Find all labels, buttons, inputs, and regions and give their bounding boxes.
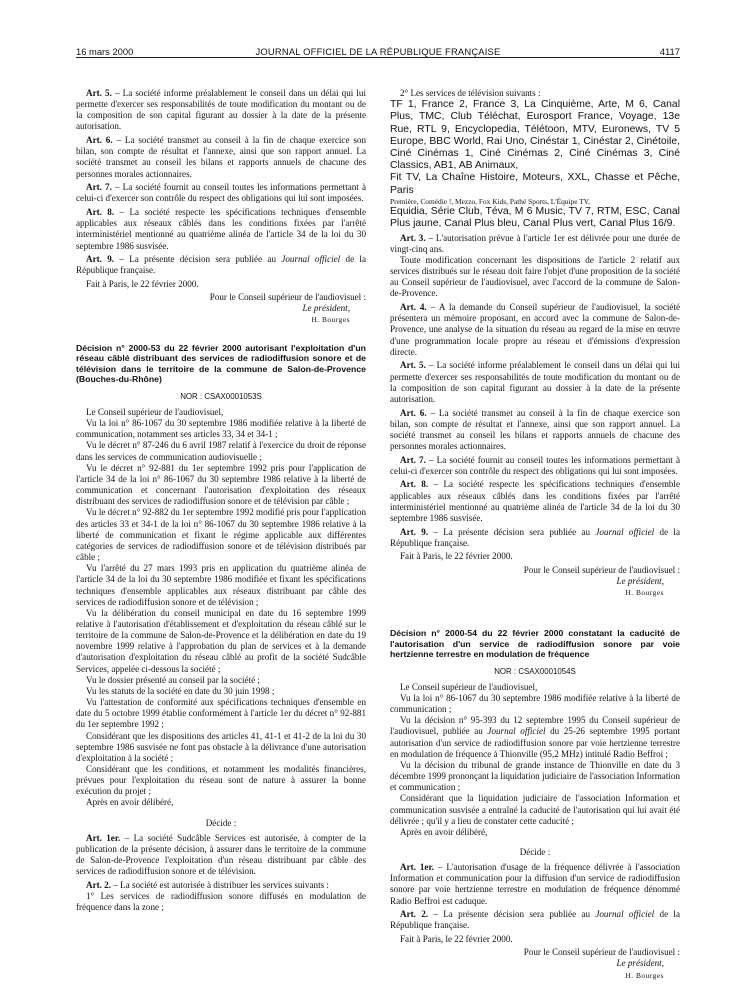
visa-text: du 25-26 septembre 1995 portant autorisation d'un service de radiodiffusion sonore par voie hertzienne terrestre en modulation de fréquence à Thionville (95,2 MHz) intitulé Radio Beffroi ; (390, 726, 680, 759)
visa: Vu la loi n° 86-1067 du 30 septembre 1986 modifiée relative à la liberté de communication, notamment ses articles 33, 34 et 34-1 ; (76, 418, 366, 440)
article (390, 360, 680, 405)
article-label: Art. 1er. (400, 862, 434, 873)
article (76, 207, 366, 252)
visa (390, 715, 680, 760)
article-label: Art. 6. (400, 407, 427, 418)
visa-text: Vu la décision n° 95-393 du 12 septembre 1995 du Conseil supérieur de l'audiovisuel, publiée au (390, 715, 680, 737)
article-text: – La société fournit au conseil toutes les informations permettant à celui-ci d'exercer son contrôle du respect des obligations qui lui sont imposées. (76, 182, 366, 204)
article-label: Art. 9. (86, 254, 115, 265)
decision-title: Décision n° 2000-53 du 22 février 2000 autorisant l'exploitation d'un réseau câblé distribuant des services de radiodiffusion sonore et de télévision dans le territoire de la commune de Salon-de-Provence (Bouches-du-Rhône) (76, 342, 366, 385)
article-label: Art. 5. (400, 360, 426, 371)
signature-title: Le président, (616, 958, 664, 969)
article (390, 479, 680, 524)
article-text: – La société informe préalablement le conseil dans un délai qui lui permette d'exercer ses responsabilités de toute modification du montant ou de la composition de son capital figurant au dossier à la date de la présente autorisation. (390, 360, 681, 404)
signature-name: H. Bourges (625, 970, 664, 980)
visa: Considérant que les dispositions des articles 41, 41-1 et 41-2 de la loi du 30 septembre 1986 susvisée ne font pas obstacle à la délivrance d'une autorisation d'exploitation à la société ; (76, 730, 366, 763)
visa: Considérant que les conditions, et notamment les modalités financières, prévues pour l'exploitation du réseau sont de nature à assurer la bonne exécution du projet ; (76, 764, 366, 797)
article-text: – A la demande du Conseil supérieur de l'audiovisuel, la société présentera un mémoire proposant, en accord avec la commune de Salon-de-Provence, une analyse de la situation du réseau au regard de la mise en œuvre d'une programmation locale propre au réseau et d'émissions d'expression directe. (390, 302, 681, 357)
visa: Considérant que la liquidation judiciaire de l'association Information et communication susvisée a entraîné la caducité de l'autorisation qui lui avait été délivrée ; qu'il y a lieu de constater cette caducité ; (390, 793, 680, 826)
article (390, 862, 680, 907)
visa: Vu la décision du tribunal de grande instance de Thionville en date du 3 décembre 1999 prononçant la liquidation judiciaire de l'association Information et communication ; (390, 759, 680, 793)
journal-name: Journal officiel (595, 526, 655, 537)
fait-line: Fait à Paris, le 22 février 2000. (400, 934, 513, 945)
signature-line: Pour le Conseil supérieur de l'audiovisuel : (209, 292, 366, 303)
article-label: Art. 6. (86, 135, 113, 146)
article-text: – La société respecte les spécifications techniques d'ensemble applicables aux réseaux câblés dans les conditions fixées par l'arrêté interministériel mentionné au quatrième alinéa de l'article 34 de la loi du 30 septembre 1986 susvisée. (76, 207, 366, 251)
article-text: – La société respecte les spécifications techniques d'ensemble applicables aux réseaux câblés dans les conditions fixées par l'arrêté interministériel mentionné au quatrième alinéa de l'article 34 de la loi du 30 septembre 1986 susvisée. (390, 479, 680, 523)
list-item: 1° Les services de radiodiffusion sonore diffusés en modulation de fréquence dans la zone ; (76, 891, 366, 913)
article-text: – La société fournit au conseil toutes les informations permettant à celui-ci d'exercer son contrôle du respect des obligations qui lui sont imposées. (390, 454, 680, 476)
visa: Après en avoir délibéré, (400, 826, 488, 837)
list-item: 2° Les services de télévision suivants : (400, 88, 541, 98)
visa: Vu la délibération du conseil municipal en date du 16 septembre 1999 relative à l'autorisation d'établissement et d'exploitation du réseau câblé sur le territoire de la commune de Salon-de-Provence et la délibération en date du 19 novembre 1999 relative à l'approbation du plan de services et à la demande d'autorisation d'exploitation du réseau câblé au profit de la société Sudcâble Services, appelée ci-dessous la société ; (76, 607, 366, 674)
header-rule (76, 57, 680, 58)
header-page-number: 4117 (659, 46, 680, 57)
article-label: Art. 8. (86, 207, 115, 218)
right-column (390, 88, 680, 981)
tv-channels: Première, Comédie !, Mezzo, Fox Kids, Pathé Sports, L'Équipe TV, (390, 196, 590, 206)
page-header (76, 42, 680, 58)
article-text: – La société Sudcâble Services est autorisée, à compter de la publication de la présente décision, à assurer dans le territoire de la commune de Salon-de-Provence l'exploitation d'un réseau distribuant par câble des services de radiodiffusion sonore et de télévision. (76, 832, 366, 877)
article (390, 233, 680, 255)
article-text: – La société est autorisée à distribuer les services suivants : (111, 879, 329, 890)
signature-line: Pour le Conseil supérieur de l'audiovisuel : (523, 947, 680, 958)
article (390, 408, 680, 453)
journal-name: Journal officiel (281, 254, 341, 265)
article-text: – La présente décision sera publiée au (114, 254, 282, 265)
article-label: Art. 2. (400, 909, 429, 920)
article (76, 182, 366, 204)
article-label: Art. 5. (86, 88, 112, 98)
visa: Vu le décret n° 92-881 du 1er septembre 1992 pris pour l'application de l'article 34 de la loi n° 86-1067 du 30 septembre 1986 relative à la liberté de communication et concernant l'autorisation d'exploitation des réseaux distribuant des services de radiodiffusion sonore et de télévision par câble ; (76, 462, 366, 507)
journal-name: Journal officiel (487, 726, 546, 737)
visa: Le Conseil supérieur de l'audiovisuel, (400, 681, 538, 692)
tv-channels: TF 1, France 2, France 3, La Cinquième, Arte, M 6, Canal Plus, TMC, Club Téléchat, Eurosport France, Voyage, 13e Rue, RTL 9, Encyclopedia, Télétoon, MTV, Euronews, TV 5 Europe, BBC World, Rai Uno, Cinéstar 1, Cinéstar 2, Cinétoile, Ciné Cinémas 1, Ciné Cinémas 2, Ciné Cinémas 3, Ciné Classics, AB1, AB Animaux, (390, 99, 680, 172)
visa: Vu le décret n° 92-882 du 1er septembre 1992 modifié pris pour l'application des articles 33 et 34-1 de la loi n° 86-1067 du 30 septembre 1986 relative à la liberté de communication et fixant le régime applicable aux différentes catégories de services de radiodiffusion sonore et de télévision distribués par câble ; (76, 507, 366, 563)
article (76, 833, 366, 878)
article (76, 135, 366, 180)
article-label: Art. 3. (400, 232, 426, 243)
decision-title: Décision n° 2000-54 du 22 février 2000 constatant la caducité de l'autorisation d'un service de radiodiffusion sonore par voie hertzienne terrestre en modulation de fréquence (390, 628, 680, 660)
header-date: 16 mars 2000 (76, 46, 134, 57)
visa: Vu la loi n° 86-1067 du 30 septembre 1986 modifiée relative à la liberté de communication ; (390, 692, 680, 715)
article-label: Art. 7. (400, 454, 426, 465)
paragraph: Toute modification concernant les dispositions de l'article 2 relatif aux services distribués sur le réseau doit faire l'objet d'une proposition de la société au Conseil supérieur de l'audiovisuel, avec l'accord de la commune de Salon-de-Provence. (390, 255, 680, 299)
article-text: – La société transmet au conseil à la fin de chaque exercice son bilan, son compte de résultat et l'annexe, ainsi que son rapport annuel. La société transmet au conseil les bilans et rapports annuels de chacune des personnes morales actionnaires. (76, 135, 367, 179)
fait-line: Fait à Paris, le 22 février 2000. (400, 551, 513, 562)
article-text: – La présente décision sera publiée au (428, 909, 596, 920)
signature-line: Pour le Conseil supérieur de l'audiovisuel : (523, 564, 680, 575)
fait-line: Fait à Paris, le 22 février 2000. (86, 279, 199, 289)
left-column (76, 88, 366, 913)
visa: Le Conseil supérieur de l'audiovisuel, (86, 407, 224, 417)
visa: Vu le dossier présenté au conseil par la société ; (86, 674, 260, 685)
article-text: de la République française. (76, 254, 366, 276)
visa: Vu l'attestation de conformité aux spécifications techniques d'ensemble en date du 5 octobre 1999 établie conformément à l'article 1er du décret n° 92-881 du 1er septembre 1992 ; (76, 697, 366, 730)
header-journal-title: JOURNAL OFFICIEL DE LA RÉPUBLIQUE FRANÇAISE (255, 46, 501, 57)
article (390, 455, 680, 477)
article (390, 527, 680, 549)
article-label: Art. 1er. (86, 832, 121, 843)
article (76, 254, 366, 276)
signature-name: H. Bourges (625, 587, 664, 597)
article-label: Art. 9. (400, 526, 429, 537)
article-text: – L'autorisation prévue à l'article 1er est délivrée pour une durée de vingt-cinq ans. (390, 232, 681, 254)
visa: Vu l'arrêté du 27 mars 1993 pris en application du quatrième alinéa de l'article 34 de la loi du 30 septembre 1986 modifiée et fixant les spécifications techniques d'ensemble applicables aux réseaux distribuant par câble des services de radiodiffusion sonore et de télévision ; (76, 563, 366, 607)
visa: Vu les statuts de la société en date du 30 juin 1998 ; (86, 685, 275, 696)
signature-title: Le président, (302, 303, 350, 314)
article-text: de la République française. (390, 526, 680, 548)
nor-reference: NOR : CSAX0001054S (494, 666, 576, 676)
nor-reference: NOR : CSAX0001053S (180, 392, 262, 401)
article-text: – La société transmet au conseil à la fin de chaque exercice son bilan, son compte de résultat et l'annexe, ainsi que son rapport annuel. La société transmet au conseil les bilans et rapports annuels de chacune des personnes morales actionnaires. (390, 407, 681, 451)
article-label: Art. 4. (400, 302, 427, 313)
article (390, 909, 680, 931)
visa: Vu le décret n° 87-246 du 6 avril 1987 relatif à l'exercice du droit de réponse dans les services de communication audiovisuelle ; (76, 440, 366, 462)
article-label: Art. 8. (400, 479, 429, 490)
signature-title: Le président, (616, 575, 664, 586)
article (76, 880, 366, 891)
article (390, 302, 680, 358)
article-text: de la République française. (390, 909, 680, 931)
signature-name: H. Bourges (311, 315, 350, 325)
article-text: – La société informe préalablement le conseil dans un délai qui lui permette d'exercer ses responsabilités de toute modification du montant ou de la composition de son capital figurant au dossier à la date de la présente autorisation. (76, 88, 367, 132)
tv-channels: Equidia, Série Club, Téva, M 6 Music, TV 7, RTM, ESC, Canal Plus jaune, Canal Plus bleu, Canal Plus vert, Canal Plus 16/9. (390, 205, 680, 229)
journal-name: Journal officiel (595, 909, 655, 920)
article (76, 88, 366, 133)
article-label: Art. 7. (86, 182, 112, 193)
tv-channels: Fit TV, La Chaîne Histoire, Moteurs, XXL, Chasse et Pêche, Paris (390, 172, 680, 196)
article-text: – L'autorisation d'usage de la fréquence délivrée à l'association Information et communication pour la diffusion d'un service de radiodiffusion sonore par voie hertzienne terrestre en modulation de fréquence dénommé Radio Beffroi est caduque. (390, 862, 680, 906)
decide-heading: Décide : (205, 817, 237, 828)
article-text: – La présente décision sera publiée au (428, 526, 596, 537)
visa: Après en avoir délibéré, (86, 797, 174, 808)
decide-heading: Décide : (519, 847, 551, 857)
article-label: Art. 2. (86, 879, 111, 890)
